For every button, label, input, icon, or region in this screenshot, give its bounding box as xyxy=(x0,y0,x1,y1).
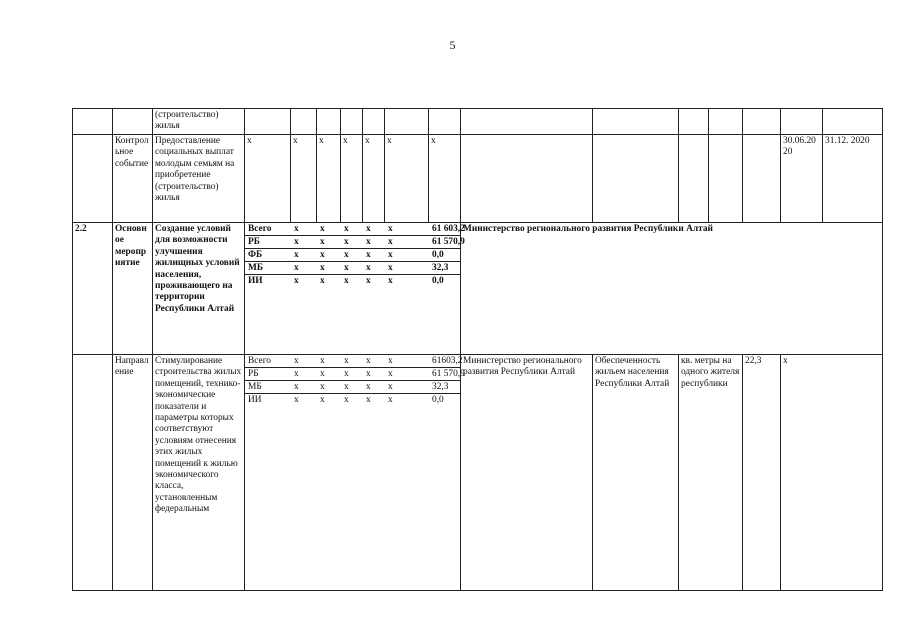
direction-label: Направление xyxy=(113,355,153,591)
control-x-mark: x xyxy=(385,135,429,223)
fund-source-label: МБ xyxy=(245,381,291,394)
control-event-label: Контрольное событие xyxy=(113,135,153,223)
funding-row: РБ x x x x x 61 570,9 xyxy=(245,368,460,381)
direction-indicator: Обеспеченность жильем населения Республики Алтай xyxy=(593,355,679,591)
row-top-description: (строительство) жилья xyxy=(153,109,245,135)
fund-source-label: МБ xyxy=(245,262,291,275)
control-x-mark: x xyxy=(341,135,363,223)
direction-executor: Министерство регионального развития Республики Алтай xyxy=(461,355,593,591)
row-number: 2.2 xyxy=(73,223,113,355)
fund-source-label: РБ xyxy=(245,368,291,381)
fund-amount: 61603,2 xyxy=(429,355,460,368)
fund-source-label: ФБ xyxy=(245,249,291,262)
program-table xyxy=(72,108,883,591)
funding-row: ИИ x x x x x 0,0 xyxy=(245,275,460,288)
table-row xyxy=(73,223,883,355)
funding-row: МБ x x x x x 32,3 xyxy=(245,381,460,394)
fund-amount: 61 603,2 xyxy=(429,223,460,236)
fund-amount: 0,0 xyxy=(429,249,460,262)
fund-amount: 0,0 xyxy=(432,395,444,405)
funding-row: ФБ x x x x x 0,0 xyxy=(245,249,460,262)
fund-source-label: ИИ xyxy=(248,276,263,286)
control-x-mark: x xyxy=(363,135,385,223)
main-executor: Министерство регионального развития Республики Алтай xyxy=(461,223,883,355)
control-start-date: 30.06.2020 xyxy=(781,135,823,223)
fund-amount: 32,3 xyxy=(429,381,460,394)
page-number: 5 xyxy=(449,38,456,52)
control-event-description: Предоставление социальных выплат молодым семьям на приобретение (строительство) жилья xyxy=(153,135,245,223)
fund-source-label: Всего xyxy=(245,223,291,236)
control-x-mark: x xyxy=(317,135,341,223)
funding-row: Всего x x x x x 61603,2 xyxy=(245,355,460,368)
funding-row: ИИ x x x x x 0,0 xyxy=(245,394,460,407)
direction-funding-table xyxy=(245,355,465,591)
table-row xyxy=(73,355,883,591)
fund-source-label: ИИ xyxy=(248,395,262,405)
fund-source-label: Всего xyxy=(245,355,291,368)
main-funding-table xyxy=(245,223,465,355)
main-activity-description: Создание условий для возможности улучшения жилищных условий населения, проживающего на территории Республики Алтай xyxy=(153,223,245,355)
direction-value: 22,3 xyxy=(743,355,781,591)
fund-source-label: РБ xyxy=(245,236,291,249)
funding-row: Всего x x x x x 61 603,2 xyxy=(245,223,460,236)
direction-unit: кв. метры на одного жителя республики xyxy=(679,355,743,591)
direction-mark: x xyxy=(781,355,883,591)
fund-amount: 61 570,9 xyxy=(429,368,460,381)
funding-row: МБ x x x x x 32,3 xyxy=(245,262,460,275)
main-activity-label: Основное мероприятие xyxy=(113,223,153,355)
fund-amount: 61 570,9 xyxy=(429,236,460,249)
control-x-mark: x xyxy=(291,135,317,223)
table-row xyxy=(73,135,883,223)
control-x-mark: x xyxy=(245,135,291,223)
control-end-date: 31.12. 2020 xyxy=(823,135,883,223)
control-x-mark: x xyxy=(429,135,461,223)
fund-amount: 32,3 xyxy=(429,262,460,275)
fund-amount: 0,0 xyxy=(432,276,444,286)
direction-description: Стимулирование строительства жилых помещений, технико-экономические показатели и параметры которых соответствуют условиям отнесения этих жилых помещений к жилью экономического класса, установленным федеральным xyxy=(153,355,245,591)
table-row xyxy=(73,109,883,135)
funding-row: РБ x x x x x 61 570,9 xyxy=(245,236,460,249)
